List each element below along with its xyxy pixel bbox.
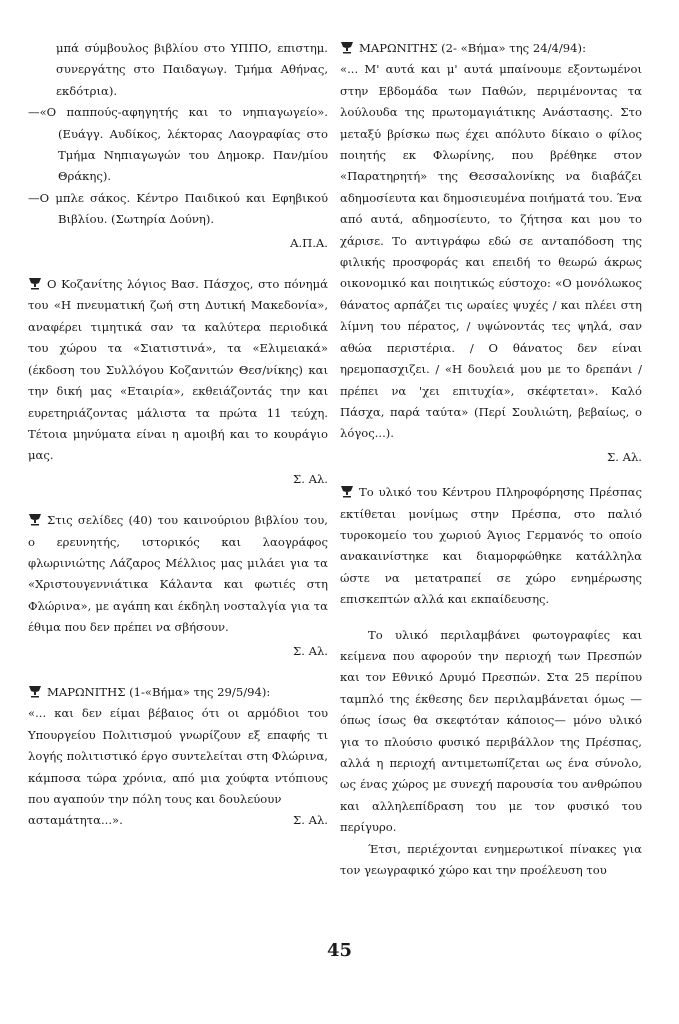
signature: Σ. Αλ. <box>293 471 328 486</box>
list-item: —Ο μπλε σάκος. Κέντρο Παιδικού και Εφηβικού Βιβλίου. (Σωτηρία Δούνη). <box>28 190 328 227</box>
quote-ending: ασταμάτητα...». Σ. Αλ. <box>28 810 328 831</box>
intro-text: μπά σύμβουλος βιβλίου στο ΥΠΠΟ, επιστημ. συνεργάτης στο Παιδαγωγ. Τμήμα Αθήνας, εκδότρια). <box>56 41 328 98</box>
news-paragraph: Το υλικό του Κέντρου Πληροφόρησης Πρέσπας εκτίθεται μονίμως στην Πρέσπα, στο παλιό τυροκομείο του χωριού Άγιος Γερμανός το οποίο ανακαινίστηκε και διαμορφώθηκε κατάλληλα ώστε να μετατραπεί σε χώρο ενημέρωσης επισκεπτών αλλά και εκπαίδευσης. <box>340 485 642 607</box>
signature: Σ. Αλ. <box>607 449 642 464</box>
chalice-icon <box>28 513 42 526</box>
signature: Α.Π.Α. <box>290 235 328 250</box>
news-paragraph: Στις σελίδες (40) του καινούριου βιβλίου του, ο ερευνητής, ιστορικός και λαογράφος φλωρινιώτης Λάζαρος Μέλλιος μας μιλάει για τα «Χριστουγεννιάτικα Κάλαντα και φωτιές στη Φλώρινα», με αγάπη και έκδηλη νοσταλγία για τα έθιμα που δεν πρέπει να σβήσουν. <box>28 513 328 635</box>
page-number: 45 <box>326 940 353 961</box>
quote-paragraph: «... και δεν είμαι βέβαιος ότι οι αρμόδιοι του Υπουργείου Πολιτισμού γνωρίζουν εξ επαφής τι λογής πολιτιστικό έργο συντελείται στη Φλώρινα, κάμποσα τώρα χρόνια, από μια χούφτα ντόπιους που αγαπούν την πόλη τους και δουλεύουν <box>28 706 328 806</box>
quote-heading: ΜΑΡΩΝΙΤΗΣ (2- «Βήμα» της 24/4/94): <box>340 38 642 59</box>
right-column <box>340 38 642 881</box>
list-item: —«Ο παππούς-αφηγητής και το νηπιαγωγείο». (Ευάγγ. Αυδίκος, λέκτορας Λαογραφίας στο Τμήμα Νηπιαγωγών του Δημοκρ. Παν/μίου Θράκης). <box>28 105 328 184</box>
chalice-icon <box>28 685 42 698</box>
chalice-icon <box>28 277 42 290</box>
quote-paragraph: «... Μ' αυτά και μ' αυτά μπαίνουμε εξοντωμένοι στην Εβδομάδα των Παθών, περιμένοντας τα λούλουδα της πρωτομαγιάτικης Ανάστασης. Στο μεταξύ βρίσκω πως έχει απόλυτο δίκαιο ο φίλος ποιητής εκ Φλωρίνης, που βρέθηκε στον «Παρατηρητή» της Θεσσαλονίκης να διαβάζει αδημοσίευτα και δημοσιευμένα ποιήματά του. Ένα από αυτά, αδημοσίευτο, το ζήτησα και μου το χάρισε. Το αντιγράφω εδώ σε ανταπόδοση της φιλικής προσφοράς και επειδή το θεωρώ άκρως οικονομικό και ποιητικώς εύστοχο: «Ο μονόλωκος θάνατος αρπάζει τις ωραίες ψυχές / και πλέει στη λίμνη του πέρατος, / υψώνοντάς τες ψηλά, σαν αθώα περιστέρια. / Ο θάνατος δεν είναι ηρεμοπασχιζει. / «Η δουλειά μου με το δρεπάνι / πρέπει να 'χει επιτυχία», σκέφτεται». Καλό Πάσχα, παρά ταύτα» (Περί Σουλιώτη, βεβαίως, ο λόγος...). <box>340 62 642 441</box>
chalice-icon <box>340 41 354 54</box>
quote-heading: ΜΑΡΩΝΙΤΗΣ (1-«Βήμα» της 29/5/94): <box>28 682 328 703</box>
signature: Σ. Αλ. <box>293 643 328 658</box>
signature: Σ. Αλ. <box>293 813 328 828</box>
news-paragraph: Έτσι, περιέχονται ενημερωτικοί πίνακες για τον γεωγραφικό χώρο και την προέλευση του <box>340 841 642 878</box>
news-paragraph: Ο Κοζανίτης λόγιος Βασ. Πάσχος, στο πόνημά του «Η πνευματική ζωή στη Δυτική Μακεδονία», αναφέρει τιμητικά σαν τα καλύτερα περιοδικά του χώρου τα «Σιατιστινά», τα «Ελιμειακά» (έκδοση του Συλλόγου Κοζανιτών Θεσ/νίκης) και την δική μας «Εταιρία», εκθειάζοντάς την και ευρετηριάζοντας μάλιστα τα πρώτα 11 τεύχη. Τέτοια μηνύματα είναι η αμοιβή και το κουράγιο μας. <box>28 277 328 463</box>
news-paragraph: Το υλικό περιλαμβάνει φωτογραφίες και κείμενα που αφορούν την περιοχή των Πρεσπών και τον Εθνικό Δρυμό Πρεσπών. Στα 25 περίπου ταμπλό της έκθεσης δεν περιλαμβάνεται όμως —όπως ίσως θα σκεφτόταν κάποιος— μόνο υλικό για το πλούσιο φυσικό περιβάλλον της Πρέσπας, αλλά η περιοχή αντιμετωπίζεται ως ένα σύνολο, ως ένας χώρος με συνεχή παρουσία του ανθρώπου και αλληλεπίδραση του με τον φυσικό του περίγυρο. <box>340 627 642 835</box>
chalice-icon <box>340 485 354 498</box>
left-column <box>28 38 328 832</box>
